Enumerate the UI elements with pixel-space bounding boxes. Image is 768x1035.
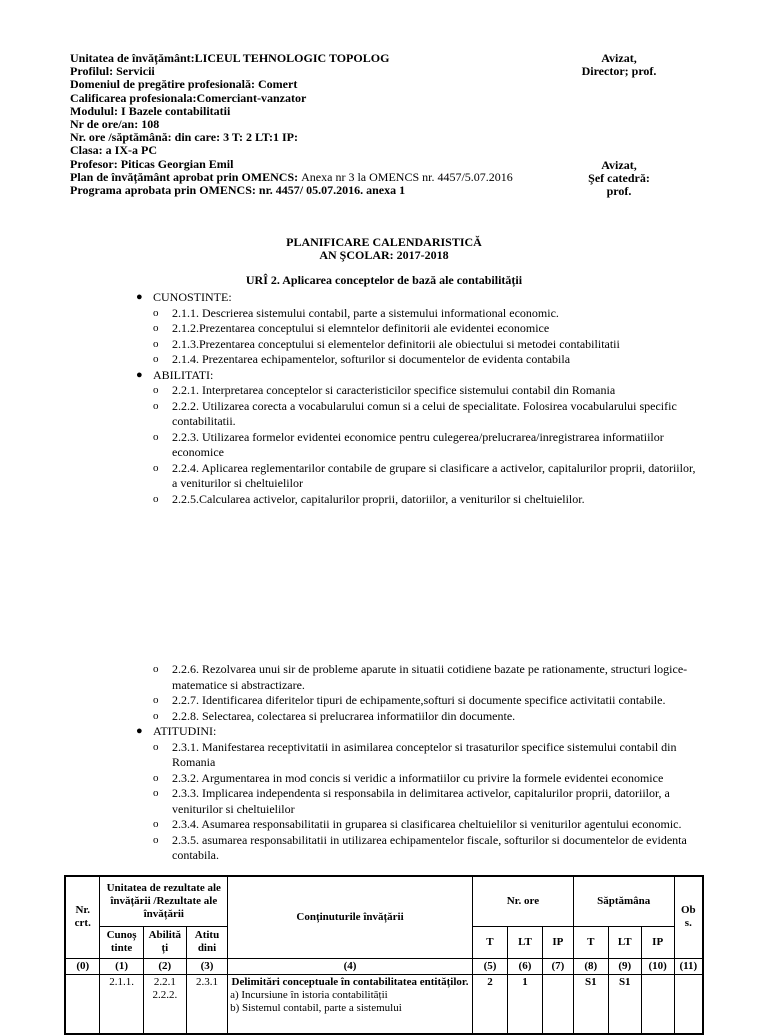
list-item: o 2.2.1. Interpretarea conceptelor si caracteristicilor specifice sistemului contabil din Romania (153, 383, 616, 397)
header-line: Unitatea de învățământ:LICEUL TEHNOLOGIC TOPOLOG (70, 51, 390, 65)
index-cell: (4) (228, 958, 473, 974)
list-item: o 2.2.4. Aplicarea reglementarilor contabile de grupare si clasificare a activelor, capitalurilor proprii, datoriilor, a veniturilor si cheltuielilor (153, 460, 696, 490)
list-item: o 2.3.2. Argumentarea in mod concis si veridic a informatiilor cu privire la formele evidentei economice (153, 770, 664, 785)
row-abilities: 2.2.1 2.2.2. (143, 974, 186, 1034)
bullet-icon: ● (136, 725, 143, 737)
index-cell: (2) (143, 958, 186, 974)
row-obs (674, 974, 703, 1034)
row-hours-t: 2 (472, 974, 507, 1034)
index-cell: (9) (608, 958, 641, 974)
list-item: o 2.3.3. Implicarea independenta si responsabila in delimitarea activelor, capitalurilor proprii, datoriilor, a veniturilor si cheltuielilor (153, 786, 670, 816)
header-line: Profilul: Servicii (70, 64, 155, 79)
row-hours-lt: 1 (507, 974, 542, 1034)
index-cell: (3) (186, 958, 227, 974)
header-line: Domeniul de pregătire profesională: Comert (70, 77, 298, 92)
approval-director: Avizat, Director; prof. (581, 51, 657, 79)
school-year: AN ŞCOLAR: 2017-2018 (319, 248, 449, 262)
list-item: o 2.3.5. asumarea responsabilitatii in utilizarea echipamentelor fiscale, softurilor si documentelor de evidenta contabila. (153, 832, 687, 862)
circle-bullet-icon: o (153, 430, 159, 443)
header-line: Nr. ore /săptămână: din care: 3 T: 2 LT:1 IP: (70, 130, 299, 145)
index-cell: (5) (472, 958, 507, 974)
competency-list (136, 290, 698, 507)
header-hours: Nr. ore (472, 876, 573, 926)
list-item: o 2.2.5.Calcularea activelor, capitalurilor proprii, datoriilor, a veniturilor si cheltuielilor. (153, 491, 585, 506)
row-week-t: S1 (573, 974, 608, 1034)
content-title: Delimitări conceptuale în contabilitatea entităților. (231, 975, 469, 988)
list-item: o 2.1.2.Prezentarea conceptului si elemntelor definitorii ale evidentei economice (153, 321, 550, 335)
section-attitudes: ● ATITUDINI: o 2.3.1. Manifestarea receptivitatii in asimilarea conceptelor si trasaturilor specifice sistemului contabil din Romania o 2.3.2. Argumentarea in mod concis si veridic a informatiilor cu privire la formele evidentei economice o 2.3.3. Implicarea independenta si responsabila in delimitarea activelor, capitalurilor proprii, datoriilor, a veniturilor si cheltuielilor o 2.3.4. Asumarea responsabilitatii in gruparea si clasificarea cheltuielilor si veniturilor agentului economic. o 2.3.5. asumarea responsabilitatii in utilizarea echipamentelor fiscale, softurilor si documentelor de evidenta contabila. (153, 724, 698, 864)
circle-bullet-icon: o (153, 663, 159, 675)
row-week-ip (641, 974, 674, 1034)
header-line: Modulul: I Bazele contabilitatii (70, 103, 231, 118)
index-cell: (11) (674, 958, 703, 974)
circle-bullet-icon: o (153, 787, 159, 799)
header-line: Clasa: a IX-a PC (70, 143, 157, 158)
circle-bullet-icon: o (153, 833, 159, 846)
section-abilities: ● ABILITATI: o 2.2.1. Interpretarea conceptelor si caracteristicilor specifice sistemului contabil din Romania o 2.2.2. Utilizarea corecta a vocabularului comun si a celui de specialitate. Folosirea vocabularului specific contabilitatii. o 2.2.3. Utilizarea formelor evidentei economice pentru culegerea/prelucrarea/inregistrarea informatiilor economice o 2.2.4. Aplicarea reglementarilor contabile de grupare si clasificare a activelor, capitalurilor proprii, datoriilor, a veniturilor si cheltuielilor o 2.2.5.Calcularea activelor, capitalurilor proprii, datoriilor, a veniturilor si cheltuielilor. (153, 368, 698, 508)
list-item: o 2.2.3. Utilizarea formelor evidentei economice pentru culegerea/prelucrarea/inregistrarea informatiilor economice (153, 429, 664, 459)
list-item: o 2.3.4. Asumarea responsabilitatii in gruparea si clasificarea cheltuielilor si veniturilor agentului economic. (153, 817, 682, 831)
row-week-lt: S1 (608, 974, 641, 1034)
list-item: o 2.2.2. Utilizarea corecta a vocabularului comun si a celui de specialitate. Folosirea vocabularului specific contabilitatii. (153, 398, 677, 428)
page-title: PLANIFICARE CALENDARISTICĂ (286, 235, 482, 249)
index-cell: (6) (507, 958, 542, 974)
list-item: o 2.2.6. Rezolvarea unui sir de probleme aparute in situatii cotidiene bazate pe rationamente, structuri logice-matematice si abstractizare. (153, 662, 688, 692)
header-lt: LT (507, 926, 542, 958)
header-t: T (472, 926, 507, 958)
circle-bullet-icon: o (153, 709, 159, 722)
circle-bullet-icon: o (153, 818, 159, 830)
approval-department: Avizat, Şef catedră: prof. (588, 158, 650, 199)
header-line: Programa aprobata prin OMENCS: nr. 4457/ 05.07.2016. anexa 1 (70, 183, 406, 198)
header-abilities: Abilită ți (143, 926, 186, 958)
index-row (65, 958, 703, 974)
header-week-ip: IP (641, 926, 674, 958)
circle-bullet-icon: o (153, 771, 159, 784)
header-ip: IP (542, 926, 573, 958)
circle-bullet-icon: o (153, 399, 159, 412)
list-item: o 2.1.3.Prezentarea conceptului si elementelor definitorii ale obiectului si metodei contabilitatii (153, 336, 620, 351)
list-item: o 2.1.4. Prezentarea echipamentelor, softurilor si documentelor de evidenta contabila (153, 352, 571, 366)
planning-table (64, 875, 704, 1035)
circle-bullet-icon: o (153, 694, 159, 706)
header-line: Calificarea profesionala:Comerciant-vanzator (70, 90, 307, 105)
content-item: b) Sistemul contabil, parte a sistemului (230, 1001, 402, 1014)
header-content: Conținuturile învățării (228, 876, 473, 958)
competency-list-continued (136, 662, 698, 864)
circle-bullet-icon: o (153, 337, 159, 350)
circle-bullet-icon: o (153, 322, 159, 334)
row-content (228, 974, 473, 1034)
header-info (70, 52, 513, 197)
circle-bullet-icon: o (153, 492, 159, 505)
header-obs: Ob s. (674, 876, 703, 958)
index-cell: (10) (641, 958, 674, 974)
list-item: o 2.3.1. Manifestarea receptivitatii in asimilarea conceptelor si trasaturilor specifice sistemului contabil din Romania (153, 739, 677, 769)
list-item: o 2.2.7. Identificarea diferitelor tipuri de echipamente,softuri si documente specifice activitatii contabile. (153, 693, 666, 707)
row-knowledge: 2.1.1. (100, 974, 143, 1034)
bullet-icon: ● (136, 368, 143, 381)
circle-bullet-icon: o (153, 461, 159, 474)
header-knowledge: Cunoș tinte (100, 926, 143, 958)
header-week: Săptămâna (573, 876, 674, 926)
list-item: o 2.1.1. Descrierea sistemului contabil, parte a sistemului informational economic. (153, 305, 559, 320)
section-knowledge: ● CUNOSTINTE: o 2.1.1. Descrierea sistemului contabil, parte a sistemului informational economic. o 2.1.2.Prezentarea conceptului si elemntelor definitorii ale evidentei economice o 2.1.3.Prezentarea conceptului si elementelor definitorii ale obiectului si metodei contabilitatii o 2.1.4. Prezentarea echipamentelor, softurilor si documentelor de evidenta contabila (153, 290, 698, 368)
row-hours-ip (542, 974, 573, 1034)
index-cell: (7) (542, 958, 573, 974)
header-week-t: T (573, 926, 608, 958)
header-attitudes: Atitu dini (186, 926, 227, 958)
circle-bullet-icon: o (153, 740, 159, 753)
unit-title: URÎ 2. Aplicarea conceptelor de bază ale contabilității (245, 273, 523, 287)
header-line: Plan de învățământ aprobat prin OMENCS: Anexa nr 3 la OMENCS nr. 4457/5.07.2016 (70, 169, 513, 184)
table-row (65, 974, 703, 1034)
index-cell: (1) (100, 958, 143, 974)
row-attitudes: 2.3.1 (186, 974, 227, 1034)
bullet-icon: ● (136, 291, 143, 303)
header-learning-units: Unitatea de rezultate ale învățării /Rezultate ale învățării (100, 876, 228, 926)
header-line: Nr de ore/an: 108 (70, 117, 160, 132)
header-line: Profesor: Piticas Georgian Emil (70, 156, 234, 171)
list-item: o 2.2.8. Selectarea, colectarea si prelucrarea informatiilor din documente. (153, 708, 516, 723)
index-cell: (8) (573, 958, 608, 974)
circle-bullet-icon: o (153, 384, 159, 396)
header-week-lt: LT (608, 926, 641, 958)
index-cell: (0) (65, 958, 100, 974)
header-nr-crt: Nr. crt. (65, 876, 100, 958)
circle-bullet-icon: o (153, 353, 159, 365)
row-nr (65, 974, 100, 1034)
content-item: a) Incursiune în istoria contabilității (230, 988, 388, 1001)
circle-bullet-icon: o (153, 306, 159, 319)
